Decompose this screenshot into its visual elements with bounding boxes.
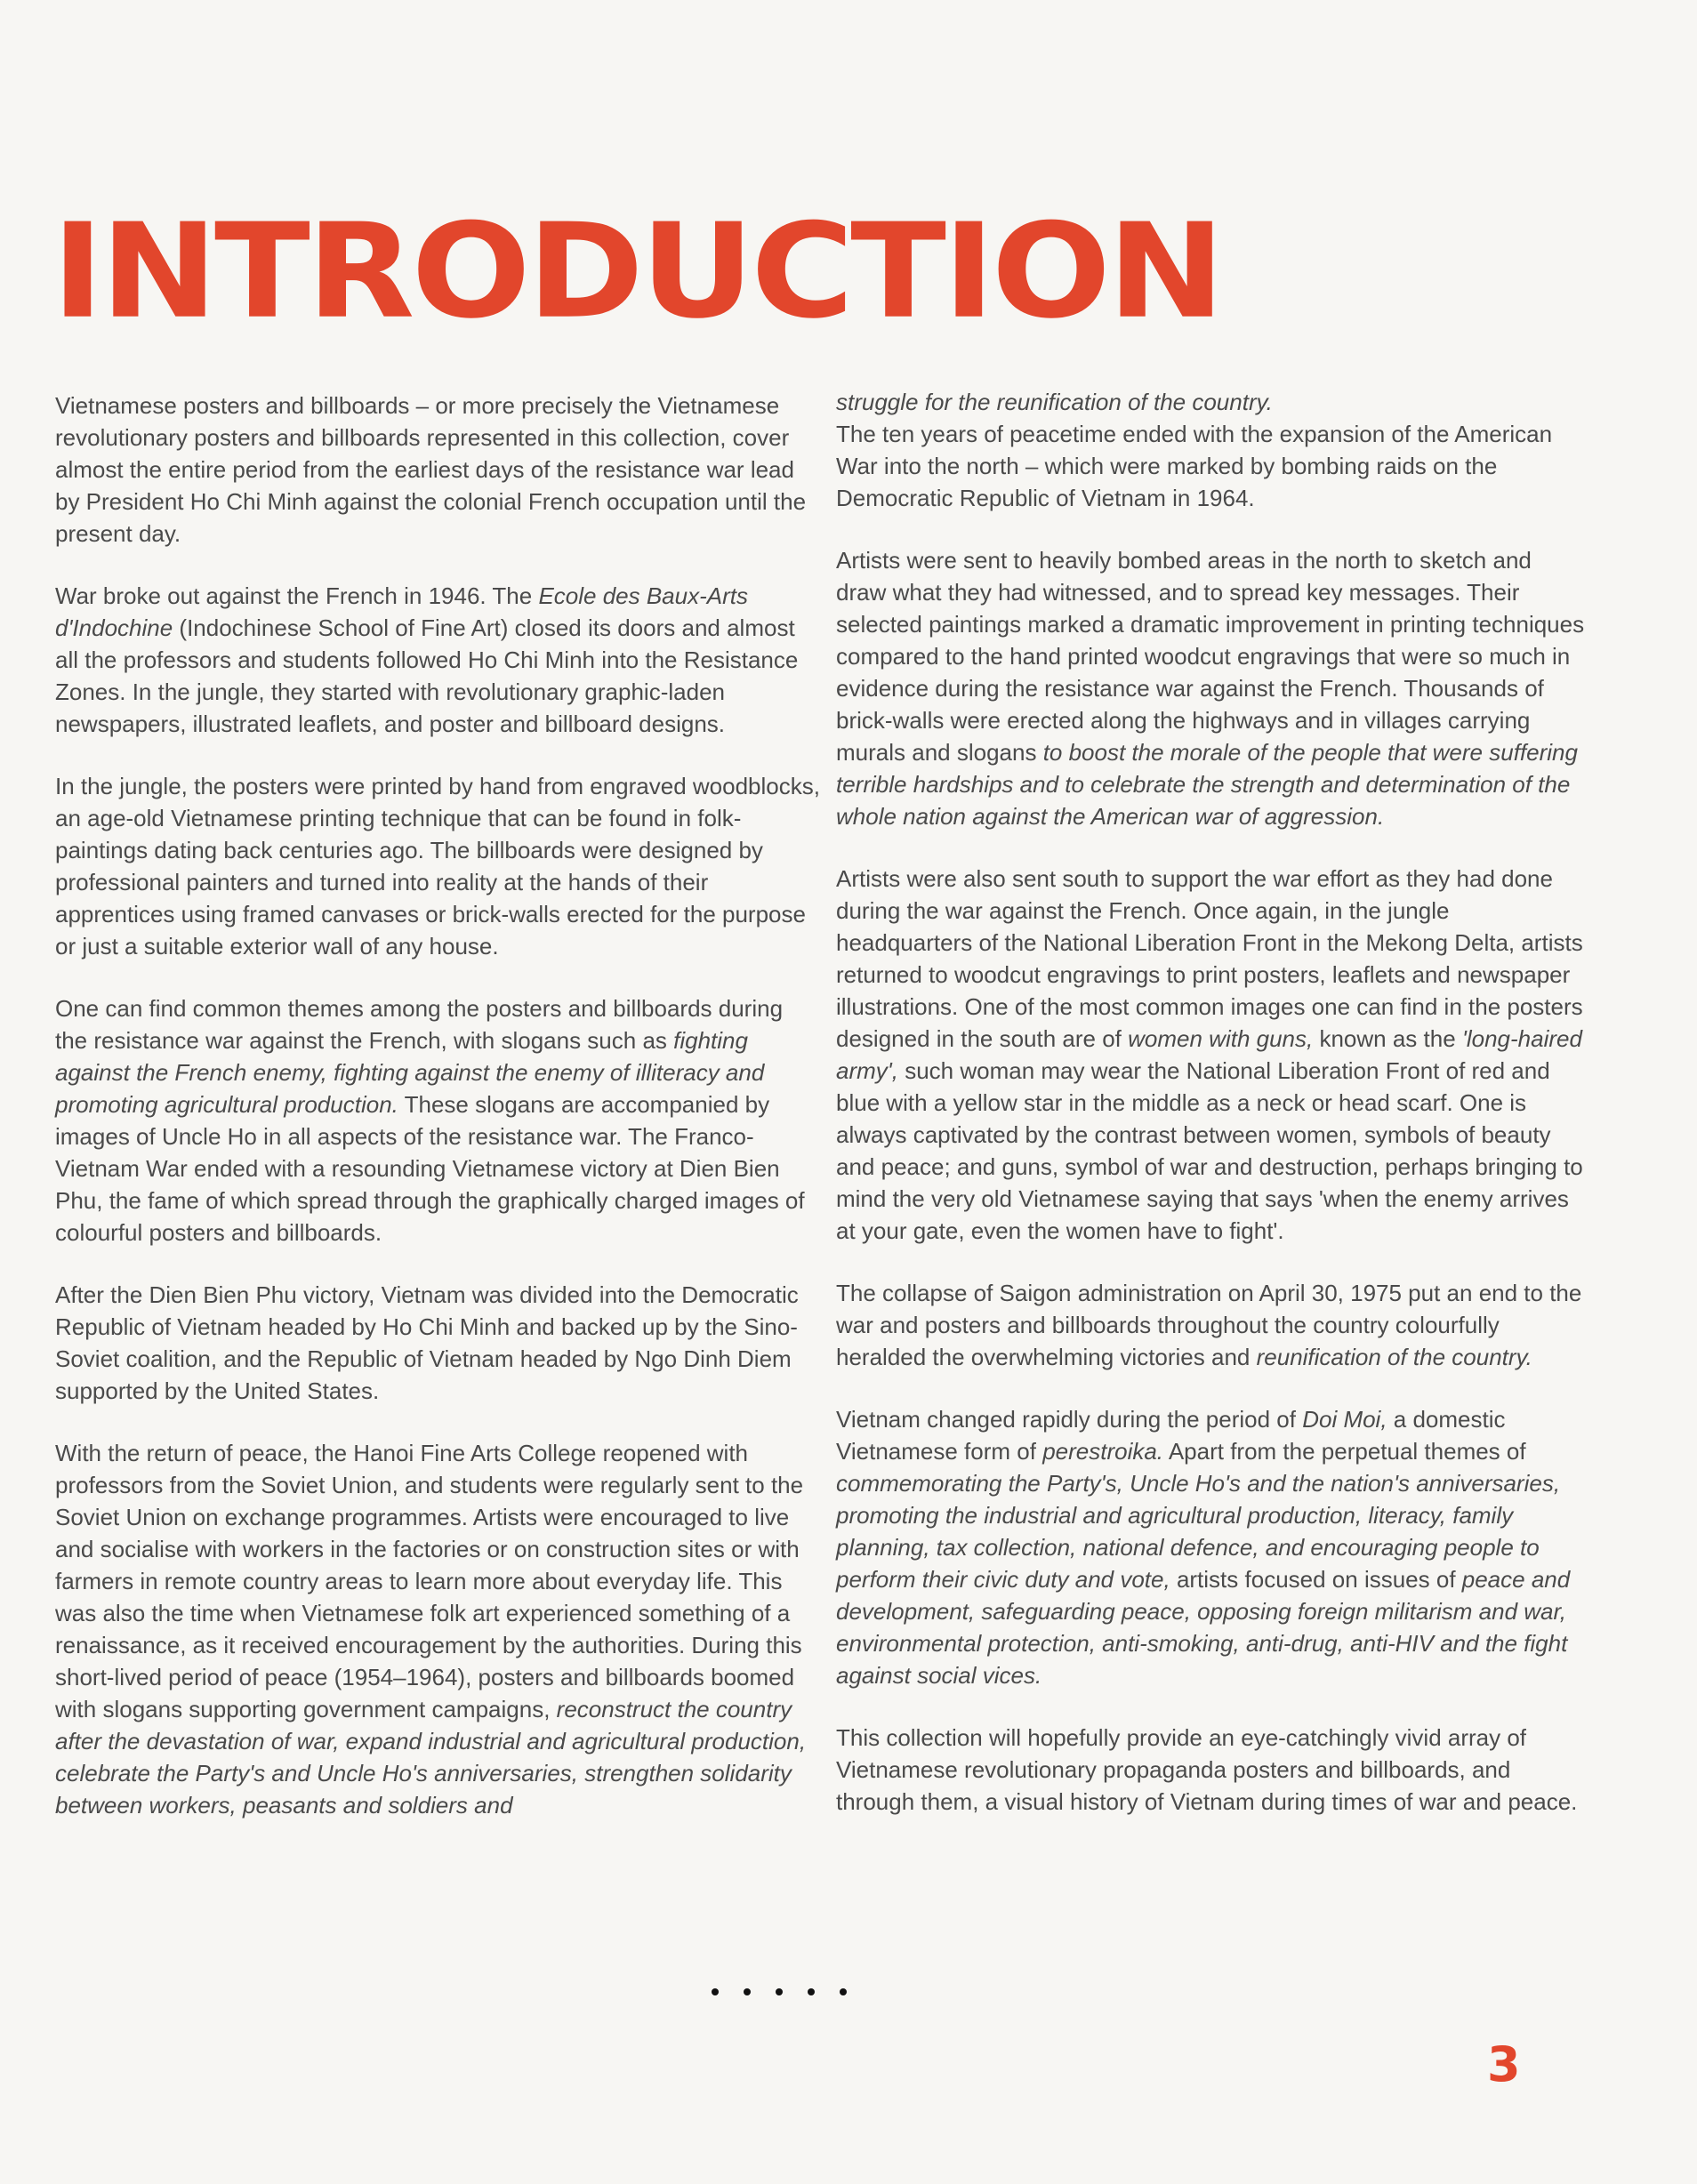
- dot: [712, 1988, 719, 1995]
- paragraph: Artists were sent to heavily bombed areas in the north to sketch and draw what they had witnessed, and to spread key messages. Their selected paintings marked a dramatic improvement in printing techniques compared to the hand printed woodcut engravings that were so much in evidence during the resistance war against the French. Thousands of brick-walls were erected along the highways and in villages carrying murals and slogans to boost the morale of the people that were suffering terrible hardships and to celebrate the strength and determination of the whole nation against the American war of aggression.: [836, 547, 1585, 830]
- dot: [744, 1988, 751, 1995]
- separator-dots: [712, 1988, 847, 1995]
- paragraph: Vietnam changed rapidly during the period of Doi Moi, a domestic Vietnamese form of perestroika. Apart from the perpetual themes of commemorating the Party's, Uncle Ho's and the nation's anniversaries, promoting the industrial and agricultural production, literacy, family planning, tax collection, national defence, and encouraging people to perform their civic duty and vote, artists focused on issues of peace and development, safeguarding peace, opposing foreign militarism and war, environmental protection, anti-smoking, anti-drug, anti-HIV and the fight against social vices.: [836, 1406, 1571, 1689]
- dot: [776, 1988, 783, 1995]
- paragraph: With the return of peace, the Hanoi Fine Arts College reopened with professors from the Soviet Union, and students were regularly sent to the Soviet Union on exchange programmes. Artists were encouraged to live and socialise with workers in the factories or on construction sites or with farmers in remote country areas to learn more about everyday life. This was also the time when Vietnamese folk art experienced something of a renaissance, as it received encouragement by the authorities. During this short-lived period of peace (1954–1964), posters and billboards boomed with slogans supporting government campaigns, reconstruct the country after the devastation of war, expand industrial and agricultural production, celebrate the Party's and Uncle Ho's anniversaries, strengthen solidarity between workers, peasants and soldiers and: [55, 1440, 807, 1819]
- dot: [840, 1988, 847, 1995]
- paragraph: In the jungle, the posters were printed by hand from engraved woodblocks, an age-old Vietnamese printing technique that can be found in folk-paintings dating back centuries ago. The billboards were designed by professional painters and turned into reality at the hands of their apprentices using framed canvases or brick-walls erected for the purpose or just a suitable exterior wall of any house.: [55, 773, 820, 960]
- paragraph: Artists were also sent south to support the war effort as they had done during the war against the French. Once again, in the jungle headquarters of the National Liberation Front in the Mekong Delta, artists returned to woodcut engravings to print posters, leaflets and newspaper illustrations. One of the most common images one can find in the posters designed in the south are of women with guns, known as the 'long-haired army', such woman may wear the National Liberation Front of red and blue with a yellow star in the middle as a neck or head scarf. One is always captivated by the contrast between women, symbols of beauty and peace; and guns, symbol of war and destruction, perhaps bringing to mind the very old Vietnamese saying that says 'when the enemy arrives at your gate, even the women have to fight'.: [836, 865, 1583, 1244]
- paragraph: The collapse of Saigon administration on April 30, 1975 put an end to the war and posters and billboards throughout the country colourfully heralded the overwhelming victories and reunification of the country.: [836, 1280, 1582, 1370]
- page-number: 3: [1487, 2036, 1521, 2092]
- paragraph: War broke out against the French in 1946. The Ecole des Baux-Arts d'Indochine (Indochinese School of Fine Art) closed its doors and almost all the professors and students followed Ho Chi Minh into the Resistance Zones. In the jungle, they started with revolutionary graphic-laden newspapers, illustrated leaflets, and poster and billboard designs.: [55, 582, 799, 737]
- paragraph: This collection will hopefully provide an eye-catchingly vivid array of Vietnamese revolutionary propaganda posters and billboards, and through them, a visual history of Vietnam during times of war and peace.: [836, 1724, 1578, 1815]
- paragraph: After the Dien Bien Phu victory, Vietnam was divided into the Democratic Republic of Vietnam headed by Ho Chi Minh and backed up by the Sino-Soviet coalition, and the Republic of Vietnam headed by Ngo Dinh Diem supported by the United States.: [55, 1281, 799, 1404]
- paragraph: struggle for the reunification of the country. The ten years of peacetime ended with the expansion of the American War into the north – which were marked by bombing raids on the Democratic Republic of Vietnam in 1964.: [836, 389, 1553, 511]
- right-column: [836, 386, 1588, 1848]
- paragraph: Vietnamese posters and billboards – or more precisely the Vietnamese revolutionary posters and billboards represented in this collection, cover almost the entire period from the earliest days of the resistance war lead by President Ho Chi Minh against the colonial French occupation until the present day.: [55, 392, 807, 547]
- left-column: [55, 389, 820, 1851]
- page-title: INTRODUCTION: [52, 195, 1222, 349]
- paragraph: One can find common themes among the posters and billboards during the resistance war against the French, with slogans such as fighting against the French enemy, fighting against the enemy of illiteracy and promoting agricultural production. These slogans are accompanied by images of Uncle Ho in all aspects of the resistance war. The Franco-Vietnam War ended with a resounding Vietnamese victory at Dien Bien Phu, the fame of which spread through the graphically charged images of colourful posters and billboards.: [55, 995, 805, 1246]
- dot: [808, 1988, 815, 1995]
